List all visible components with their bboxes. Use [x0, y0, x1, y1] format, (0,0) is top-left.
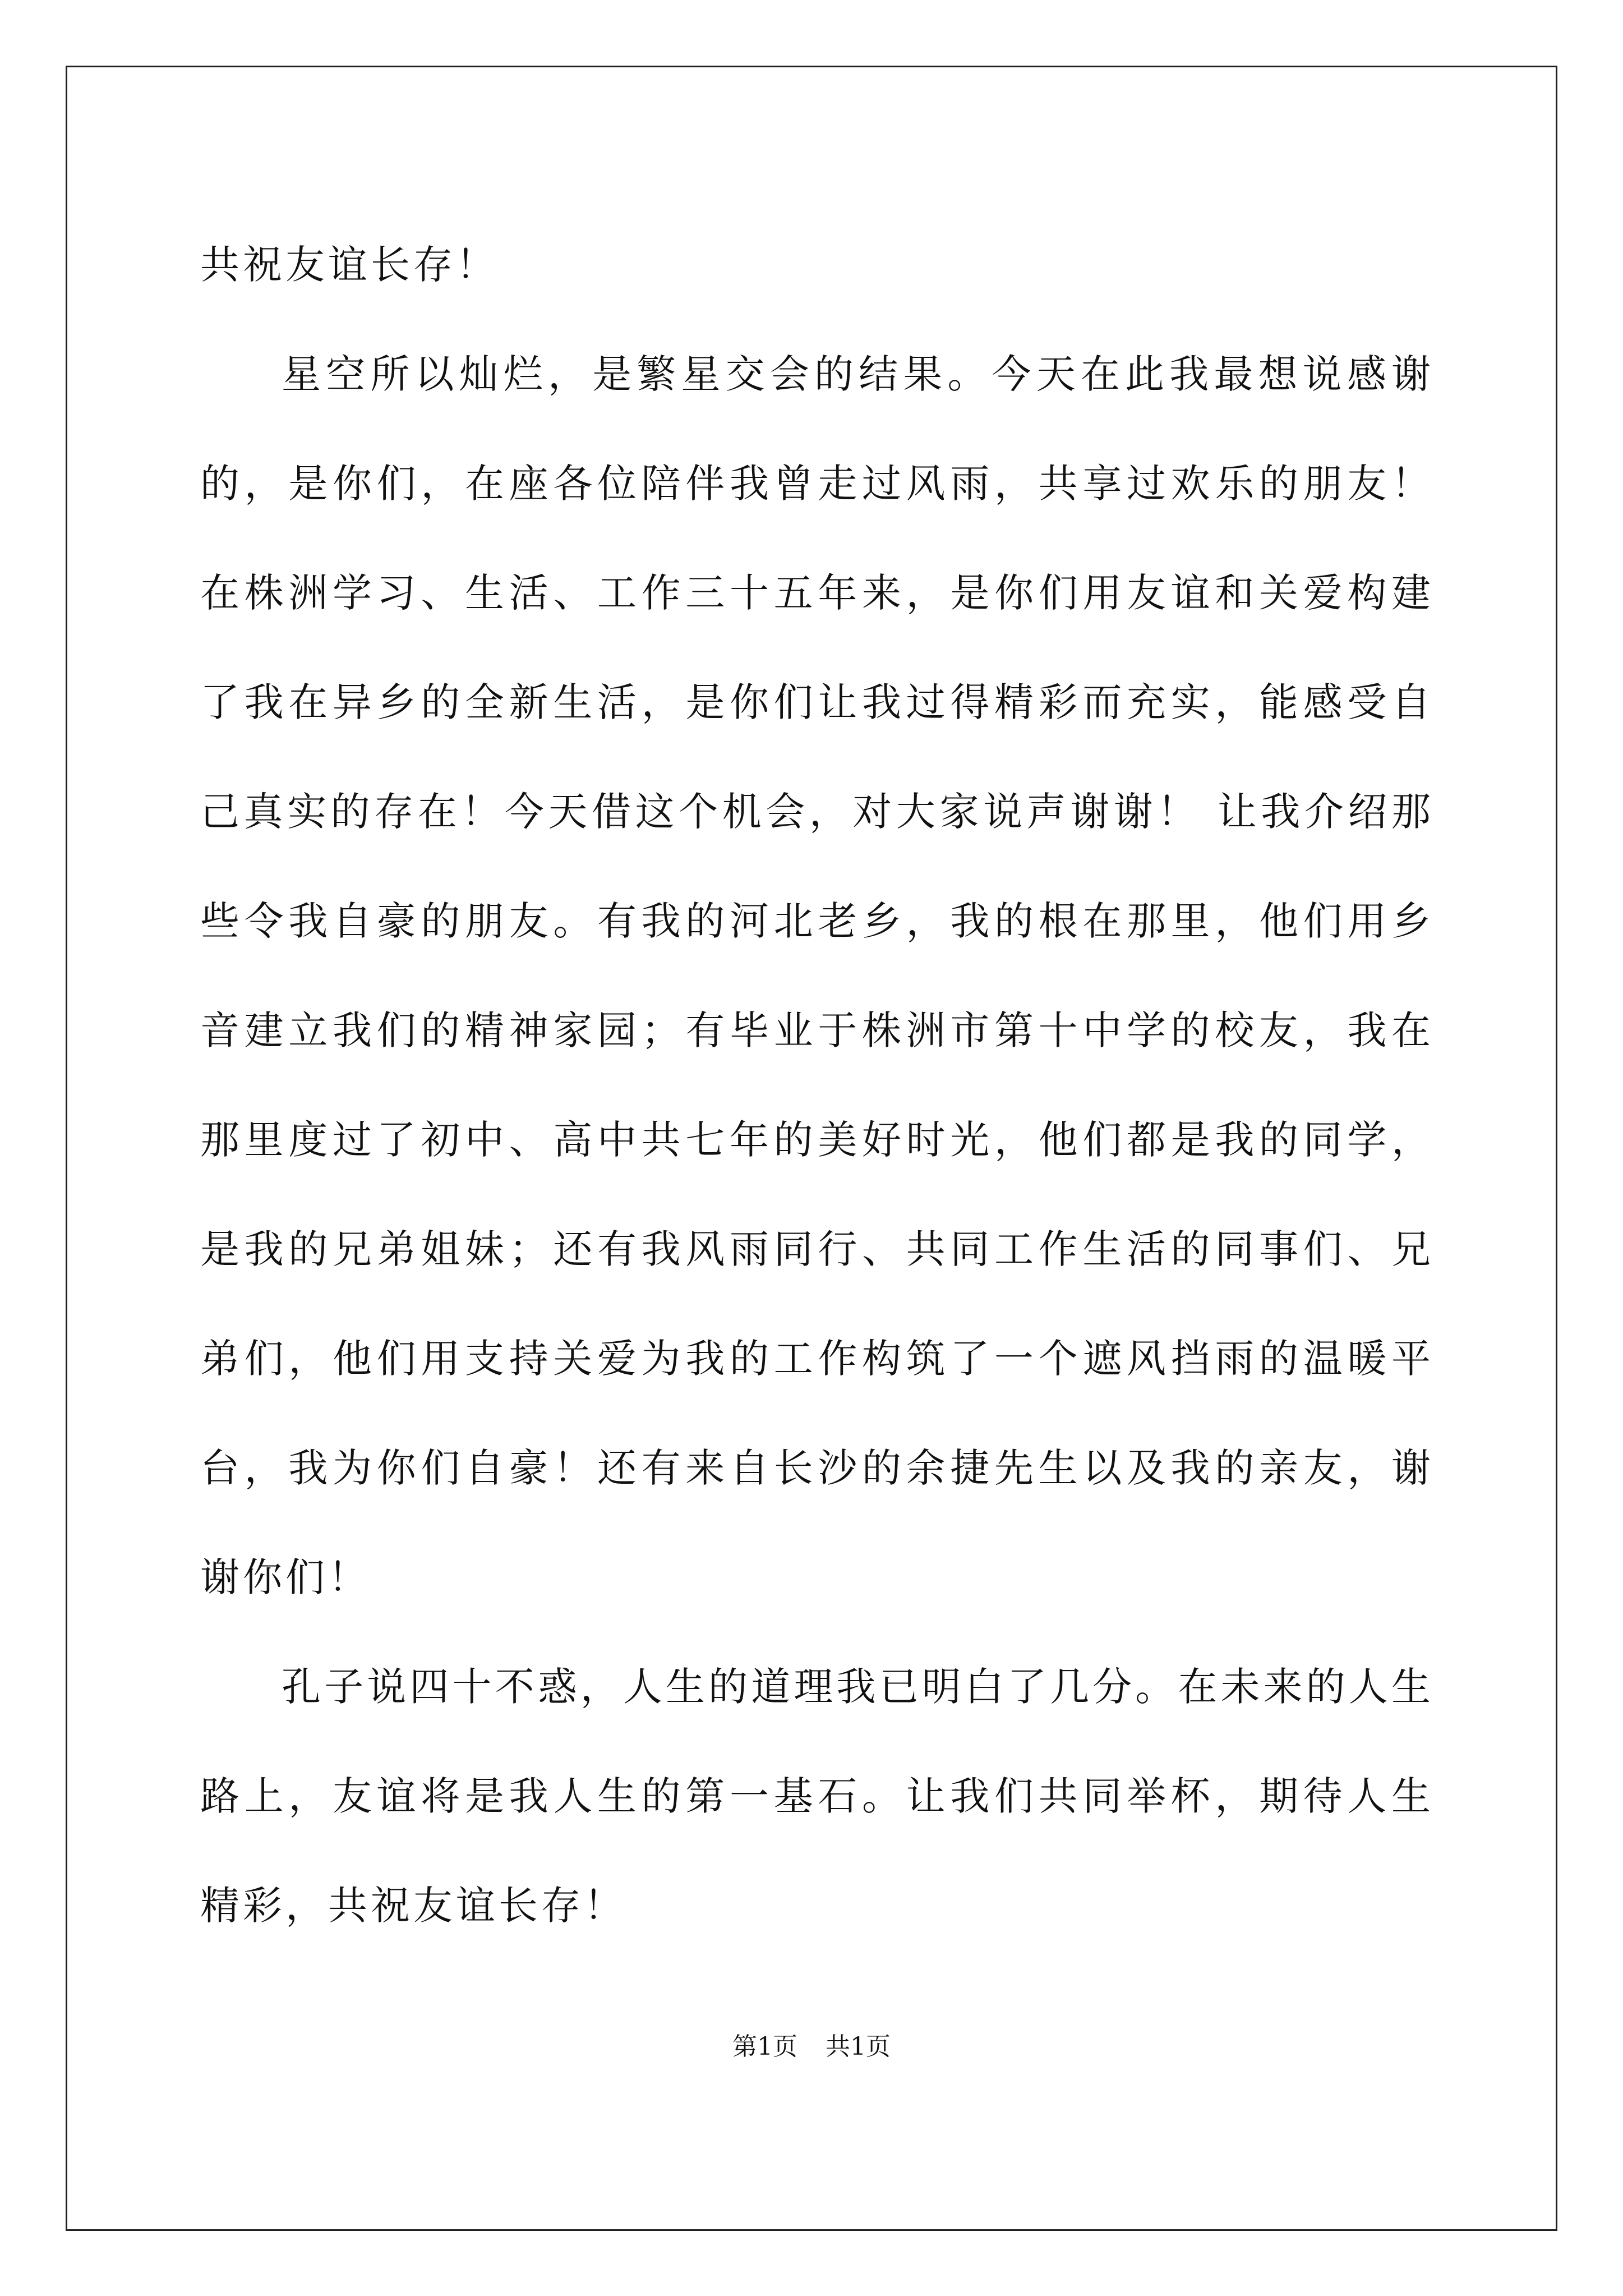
page-total: 共1页 [826, 2032, 891, 2061]
paragraph-3: 孔子说四十不惑，人生的道理我已明白了几分。在未来的人生路上，友谊将是我人生的第一基石。让我们共同举杯，期待人生精彩，共祝友谊长存！ [200, 1664, 1434, 1929]
paragraph-1: 共祝友谊长存！ [200, 242, 499, 288]
page-number: 第1页 [732, 2032, 797, 2061]
paragraph-2: 星空所以灿烂，是繁星交会的结果。今天在此我最想说感谢的，是你们，在座各位陪伴我曾走过风雨，共享过欢乐的朋友！在株洲学习、生活、工作三十五年来，是你们用友谊和关爱构建了我在异乡的全新生活，是你们让我过得精彩而充实，能感受自己真实的存在！今天借这个机会，对大家说声谢谢！ 让我介绍那些令我自豪的朋友。有我的河北老乡，我的根在那里，他们用乡音建立我们的精神家园；有毕业于株洲市第十中学的校友，我在那里度过了初中、高中共七年的美好时光，他们都是我的同学，是我的兄弟姐妹；还有我风雨同行、共同工作生活的同事们、兄弟们，他们用支持关爱为我的工作构筑了一个遮风挡雨的温暖平台，我为你们自豪！还有来自长沙的余捷先生以及我的亲友，谢谢你们！ [200, 351, 1434, 1600]
page-footer [0, 2026, 1623, 2062]
document-body [200, 210, 1434, 1961]
